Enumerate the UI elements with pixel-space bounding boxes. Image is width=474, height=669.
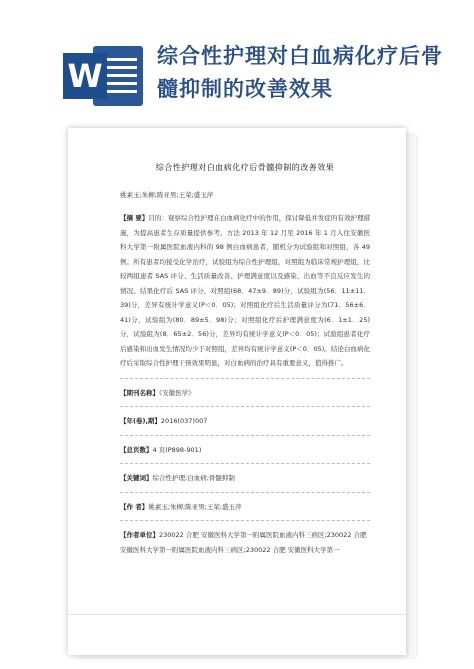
- divider: [120, 378, 370, 379]
- field-label: 【总页数】: [120, 445, 153, 454]
- abstract-text: 目的：观察综合性护理在白血病化疗中的作用，探讨降低并发症的有效护理措施，为提高患者生存质量提供参考。方法 2013 年 12 月至 2016 年 1 月入住安徽医科大学第一附属医院血液内科的 98 例白血病患者，随机分为试验组和对照组，各 49 例。所有患者均接受化学治疗，试验组为综合性护理组，对照组为临床常规护理组，比较两组患者 SAS 评分、生活质量改善、护理满意度以及感染、出血等不良反应发生的情况。结果化疗后 SAS 评分，对照组(68．47±9．89)分，试验组为(56．11±11．39)分，差异有统计学意义(P＜0．05)；对照组化疗后生活质量评分为(71．56±6．41)分，试验组为(80．89±5．98)分；对照组化疗后护理满意度为(6．1±1．25)分，试验组为(8．65±2．56)分，差异均有统计学意义(P＜0．05)；试验组患者化疗后感染和出血发生情况均少于对照组，差异均有统计学意义(P＜0．05)。结论白血病化疗后采取综合性护理干预效果明显，对白血病的治疗具有重要意义，值得推广。: [120, 214, 371, 367]
- field-value: 2016(037)007: [160, 417, 208, 425]
- document-page: [68, 128, 406, 655]
- field-label: 【关键词】: [120, 474, 153, 482]
- divider: [120, 463, 370, 464]
- field-value: 230022 合肥 安徽医科大学第一附属医院血液内科三病区;230022 合肥 安徽医科大学第一附属医院血液内科三病区;230022 合肥 安徽医科大学第一: [120, 531, 367, 554]
- word-icon: [63, 43, 143, 109]
- field-authors: [120, 500, 370, 515]
- field-label: 【期刊名称】: [120, 388, 159, 397]
- page-content: [120, 156, 370, 563]
- divider: [120, 520, 370, 521]
- field-label: 【年(卷),期】: [120, 417, 161, 425]
- article-title: 综合性护理对白血病化疗后骨髓抑制的改善效果: [155, 163, 335, 172]
- divider: [120, 406, 370, 407]
- field-value: 《安徽医学》: [159, 388, 195, 397]
- document-title: 综合性护理对白血病化疗后骨髓抑制的改善效果: [157, 44, 443, 101]
- field-label: 【作者单位】: [120, 531, 159, 539]
- field-affiliation: [120, 528, 370, 557]
- abstract-label: 【摘 要】: [120, 214, 149, 222]
- article-authors: 姚素玉;朱柳;陈亚男;王荣;盛玉萍: [120, 190, 214, 199]
- field-journal: [120, 386, 370, 401]
- word-badge: W: [63, 53, 107, 99]
- field-keywords: [120, 471, 370, 486]
- field-value: 4 页(P898-901): [152, 445, 202, 454]
- field-label: 【作 者】: [120, 502, 149, 511]
- abstract-section: [120, 211, 370, 371]
- field-value: 综合性护理;白血病;骨髓抑制: [152, 474, 235, 482]
- field-value: 姚素玉;朱柳;陈亚男;王荣;盛玉萍: [148, 502, 242, 511]
- divider: [120, 435, 370, 436]
- divider: [120, 492, 370, 493]
- field-volume: [120, 414, 370, 429]
- field-pages: [120, 443, 370, 458]
- banner: [0, 0, 474, 140]
- page-footer-line: [68, 614, 406, 615]
